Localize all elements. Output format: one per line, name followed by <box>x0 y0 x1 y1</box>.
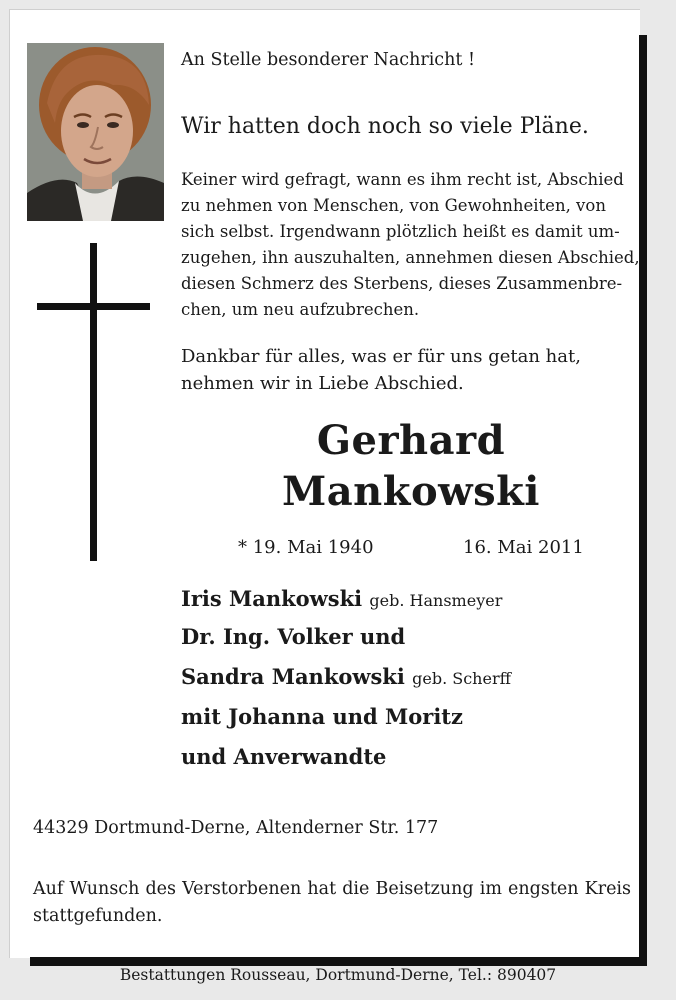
family-line <box>181 586 502 611</box>
death-date: 16. Mai 2011 <box>463 537 584 558</box>
headline: Wir hatten doch noch so viele Pläne. <box>181 114 589 139</box>
poem-line: Keiner wird gefragt, wann es ihm recht ist, Abschied <box>181 170 624 189</box>
family-name: und Anverwandte <box>181 744 387 769</box>
family-suffix: geb. Scherff <box>412 669 511 688</box>
poem-line: zu nehmen von Menschen, von Gewohnheiten, von <box>181 196 606 215</box>
family-name: Sandra Mankowski <box>181 664 405 689</box>
portrait-photo <box>27 43 164 221</box>
deceased-last-name: Mankowski <box>281 468 541 515</box>
poem-line: chen, um neu aufzubrechen. <box>181 300 420 319</box>
birth-date: * 19. Mai 1940 <box>238 537 374 558</box>
address: 44329 Dortmund-Derne, Altenderner Str. 177 <box>33 818 439 838</box>
deceased-first-name: Gerhard <box>316 417 506 464</box>
poem-text <box>181 167 640 323</box>
family-name: mit Johanna und Moritz <box>181 704 463 729</box>
card-border-bottom <box>30 957 647 966</box>
family-suffix: geb. Hansmeyer <box>369 591 503 610</box>
poem-line: sich selbst. Irgendwann plötzlich heißt es damit um- <box>181 222 620 241</box>
family-name: Dr. Ing. Volker und <box>181 624 406 649</box>
thanks-line: nehmen wir in Liebe Abschied. <box>181 373 464 394</box>
burial-note: Auf Wunsch des Verstorbenen hat die Beisetzung im engsten Kreis stattgefunden. <box>33 879 631 926</box>
family-line <box>181 624 405 649</box>
poem-line: diesen Schmerz des Sterbens, dieses Zusammenbre- <box>181 274 623 293</box>
family-line <box>181 704 463 729</box>
thanks-line: Dankbar für alles, was er für uns getan hat, <box>181 346 581 367</box>
poem-line: zugehen, ihn auszuhalten, annehmen diesen Abschied, <box>181 248 640 267</box>
family-line <box>181 664 511 689</box>
thanks-text <box>181 343 581 397</box>
funeral-home-footer: Bestattungen Rousseau, Dortmund-Derne, Tel.: 890407 <box>119 966 557 984</box>
cross-icon <box>90 243 97 561</box>
cross-icon-bar <box>37 303 150 310</box>
intro-line: An Stelle besonderer Nachricht ! <box>181 50 475 70</box>
family-name: Iris Mankowski <box>181 586 363 611</box>
family-line <box>181 744 386 769</box>
